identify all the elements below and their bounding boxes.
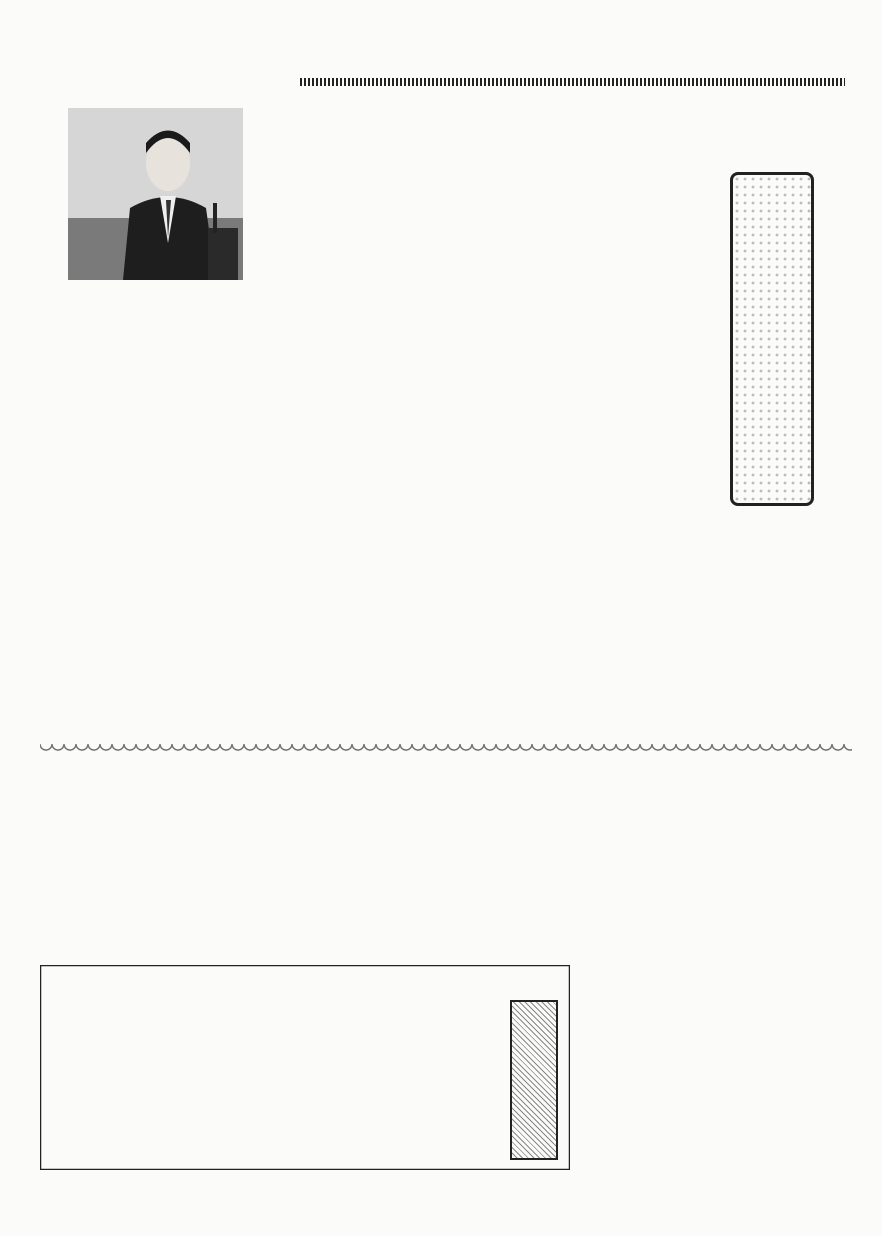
masthead-rule	[300, 78, 845, 86]
title-box	[730, 172, 814, 506]
photo-speaker	[68, 108, 243, 280]
person-illustration	[68, 108, 243, 280]
wave-divider	[40, 744, 852, 760]
chart-svg	[40, 965, 570, 1170]
chart-frame	[41, 966, 570, 1170]
kokuho-box	[510, 1000, 558, 1160]
